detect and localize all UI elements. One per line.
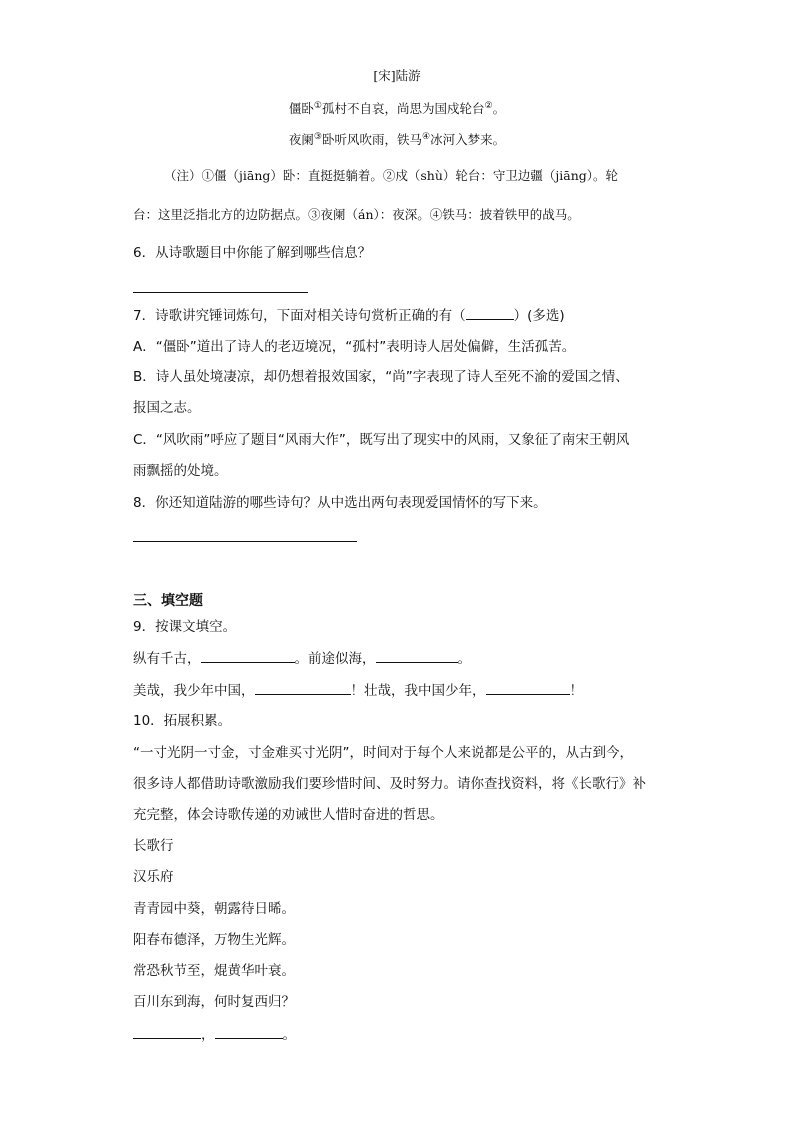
poem2-line-1: 青青园中葵，朝露待日晞。	[133, 901, 295, 917]
fill-blank-6[interactable]	[215, 1024, 283, 1039]
question-9: 9．按课文填空。	[133, 619, 237, 635]
fill-blank-1[interactable]	[201, 648, 295, 663]
answer-line-q6[interactable]	[133, 292, 308, 293]
fill-line-2: 美哉，我少年中国， ！壮哉，我中国少年， ！	[133, 680, 583, 701]
option-c-line-2: 雨飘摇的处境。	[133, 463, 228, 479]
poem-source: 汉乐府	[133, 869, 174, 885]
poem2-line-4: 百川东到海，何时复西归？	[133, 994, 295, 1010]
q10-paragraph-1: “一寸光阴一寸金，寸金难买寸光阴”，时间对于每个人来说都是公平的，从古到今，	[133, 745, 633, 761]
answer-line-q8[interactable]	[133, 541, 357, 542]
fill-line-1: 纵有千古， 。前途似海， 。	[133, 648, 471, 669]
poem-notes-2: 台：这里泛指北方的边防据点。③夜阑（án）：夜深。④铁马：披着铁甲的战马。	[133, 207, 580, 222]
poem-line-2: 夜阑③卧听风吹雨，铁马④冰河入梦来。	[288, 132, 506, 148]
question-8: 8．你还知道陆游的哪些诗句？从中选出两句表现爱国情怀的写下来。	[133, 495, 547, 511]
poem-title: 长歌行	[133, 838, 174, 854]
poem2-line-2: 阳春布德泽，万物生光辉。	[133, 932, 295, 948]
question-6: 6．从诗歌题目中你能了解到哪些信息？	[133, 245, 372, 261]
poem2-line-3: 常恐秋节至，焜黄华叶衰。	[133, 963, 295, 979]
q10-paragraph-3: 充完整，体会诗歌传递的劝诫世人惜时奋进的哲思。	[133, 807, 444, 823]
poem2-missing-lines: ， 。	[133, 1024, 296, 1045]
fill-blank-4[interactable]	[486, 680, 570, 695]
fill-blank-2[interactable]	[376, 648, 458, 663]
question-7-stem: 7．诗歌讲究锤词炼句，下面对相关诗句赏析正确的有（ ）(多选)	[133, 305, 565, 326]
question-10: 10．拓展积累。	[133, 713, 232, 729]
poem-line-1: 僵卧①孤村不自哀，尚思为国戍轮台②。	[288, 101, 506, 117]
fill-blank-5[interactable]	[133, 1024, 201, 1039]
option-c-line-1: C．“风吹雨”呼应了题目“风雨大作”，既写出了现实中的风雨，又象征了南宋王朝风	[133, 432, 630, 448]
option-b-line-2: 报国之志。	[133, 400, 201, 416]
option-b-line-1: B．诗人虽处境凄凉，却仍想着报效国家，“尚”字表现了诗人至死不渝的爱国之情、	[133, 369, 629, 385]
q10-paragraph-2: 很多诗人都借助诗歌激励我们要珍惜时间、及时努力。请你查找资料，将《长歌行》补	[133, 776, 646, 792]
option-a: A．“僵卧”道出了诗人的老迈境况，“孤村”表明诗人居处偏僻，生活孤苦。	[133, 339, 576, 355]
fill-blank-3[interactable]	[255, 680, 351, 695]
answer-blank-q7[interactable]	[466, 305, 514, 320]
section-title: 三、填空题	[133, 593, 203, 609]
poem-author: [宋]陆游	[373, 68, 421, 83]
poem-notes-1: （注）①僵（jiāng）卧：直挺挺躺着。②戍（shù）轮台：守卫边疆（jiāng）。轮	[164, 168, 619, 183]
